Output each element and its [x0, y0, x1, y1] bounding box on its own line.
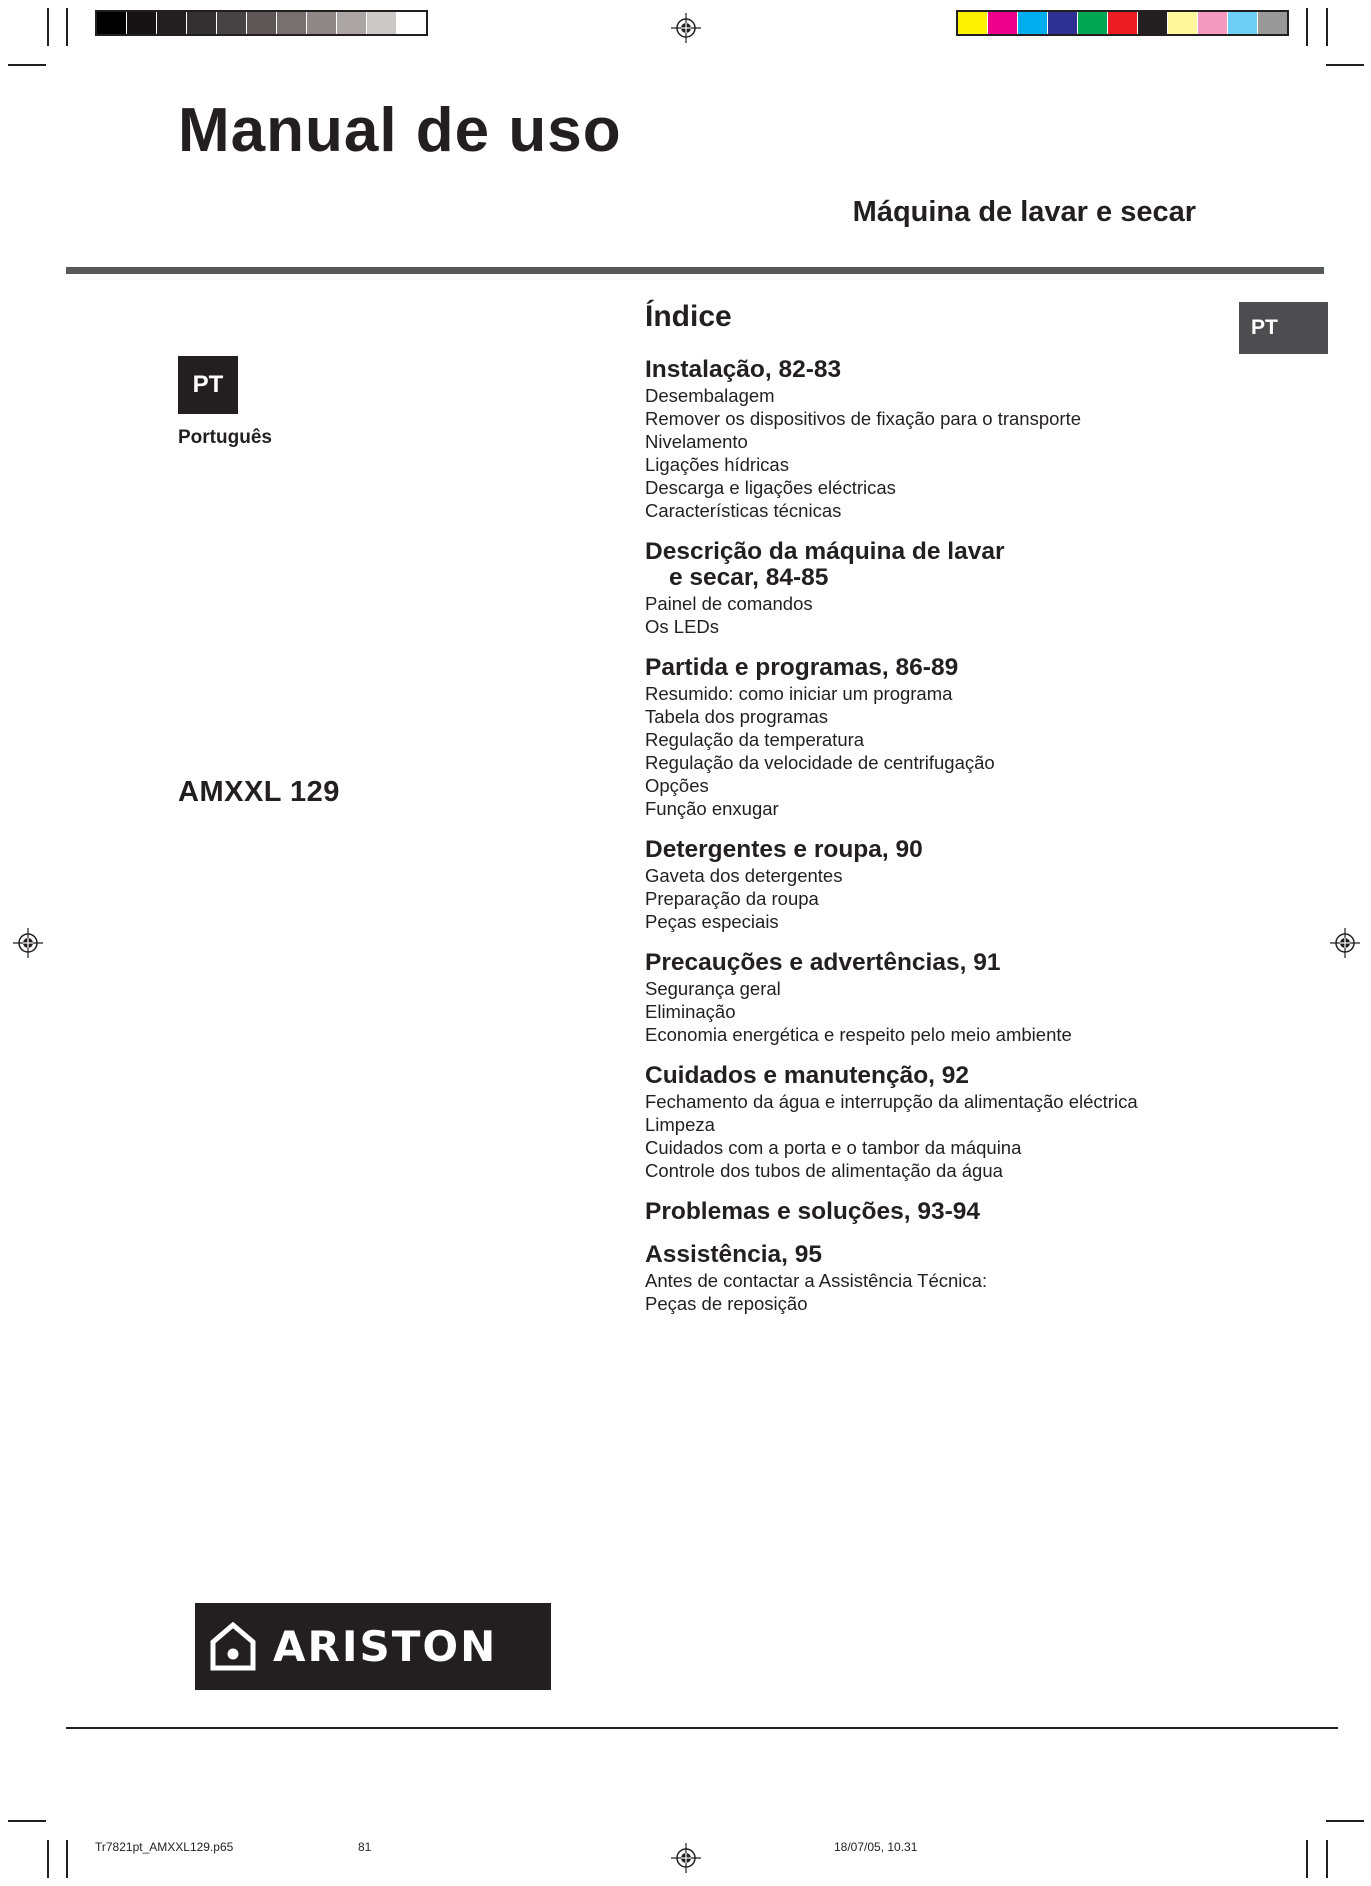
- header-divider: [66, 267, 1324, 274]
- toc-subitem: Economia energética e respeito pelo meio ambiente: [645, 1024, 1072, 1045]
- toc-subitem: Controle dos tubos de alimentação da água: [645, 1160, 1003, 1181]
- toc-section-heading: [645, 1063, 1265, 1089]
- toc-subitem: Opções: [645, 775, 709, 796]
- table-of-contents: [645, 300, 1265, 1332]
- toc-subitem: Peças especiais: [645, 911, 779, 932]
- crop-mark: [1306, 8, 1308, 46]
- registration-mark-icon: [13, 928, 43, 958]
- toc-heading-text: Problemas e soluções, 93-94: [645, 1198, 980, 1225]
- toc-subitem: Cuidados com a porta e o tambor da máquina: [645, 1137, 1022, 1158]
- color-calibration-bar: [956, 10, 1289, 36]
- toc-subitem: Características técnicas: [645, 500, 842, 521]
- toc-subitem: Gaveta dos detergentes: [645, 865, 843, 886]
- color-swatch: [1137, 12, 1167, 34]
- color-swatch: [1197, 12, 1227, 34]
- language-tab: PT: [1239, 302, 1328, 354]
- toc-heading-text: Precauções e advertências, 91: [645, 949, 1001, 976]
- toc-section: [645, 1063, 1265, 1182]
- registration-mark-icon: [671, 1843, 701, 1873]
- color-swatch: [1167, 12, 1197, 34]
- toc-subitem: Segurança geral: [645, 978, 781, 999]
- language-name: Português: [178, 427, 272, 448]
- ariston-logo: [195, 1603, 551, 1690]
- color-swatch: [1017, 12, 1047, 34]
- toc-section: [645, 950, 1265, 1046]
- toc-subitems: [645, 977, 1265, 1046]
- toc-subitem: Antes de contactar a Assistência Técnica:: [645, 1270, 988, 1291]
- color-swatch: [336, 12, 366, 34]
- toc-subitem: Fechamento da água e interrupção da alimentação eléctrica: [645, 1091, 1138, 1112]
- registration-mark-icon: [1330, 928, 1360, 958]
- toc-subitem: Nivelamento: [645, 431, 748, 452]
- toc-section-heading: [645, 1199, 1265, 1225]
- color-swatch: [126, 12, 156, 34]
- toc-subitem: Peças de reposição: [645, 1293, 808, 1314]
- toc-subitem: Regulação da temperatura: [645, 729, 865, 750]
- color-swatch: [246, 12, 276, 34]
- toc-subitem: Resumido: como iniciar um programa: [645, 683, 953, 704]
- toc-subitem: Preparação da roupa: [645, 888, 819, 909]
- toc-section: [645, 1199, 1265, 1225]
- toc-subitem: Tabela dos programas: [645, 706, 829, 727]
- toc-heading-text: Detergentes e roupa, 90: [645, 836, 923, 863]
- crop-mark: [1326, 1820, 1364, 1822]
- toc-heading-continuation: e secar, 84-85: [669, 564, 829, 591]
- color-swatch: [396, 12, 426, 34]
- toc-section: [645, 539, 1265, 638]
- toc-subitem: Ligações hídricas: [645, 454, 789, 475]
- toc-heading-text: Assistência, 95: [645, 1241, 823, 1268]
- color-swatch: [1257, 12, 1287, 34]
- toc-subitems: [645, 1090, 1265, 1182]
- toc-subitems: [645, 682, 1265, 820]
- toc-title: Índice: [645, 300, 732, 333]
- toc-section: [645, 357, 1265, 522]
- toc-section: [645, 837, 1265, 933]
- footer-page-number: 81: [358, 1840, 372, 1854]
- footer-divider: [66, 1727, 1338, 1729]
- toc-section-heading: [645, 950, 1265, 976]
- toc-sections: [645, 357, 1265, 1315]
- registration-mark-icon: [671, 13, 701, 43]
- crop-mark: [1326, 8, 1328, 46]
- brand-name: ARISTON: [273, 1622, 498, 1671]
- color-swatch: [306, 12, 336, 34]
- toc-subitem: Limpeza: [645, 1114, 715, 1135]
- toc-subitem: Eliminação: [645, 1001, 736, 1022]
- toc-heading-text: Cuidados e manutenção, 92: [645, 1062, 970, 1089]
- color-swatch: [958, 12, 987, 34]
- color-swatch: [987, 12, 1017, 34]
- toc-section-heading: [645, 655, 1265, 681]
- color-swatch: [97, 12, 126, 34]
- toc-section-heading: [645, 539, 1265, 591]
- toc-section-heading: [645, 1242, 1265, 1268]
- crop-mark: [1306, 1840, 1308, 1878]
- toc-subitem: Os LEDs: [645, 616, 720, 637]
- toc-heading-text: Instalação, 82-83: [645, 356, 842, 383]
- page-title: Manual de uso: [178, 96, 622, 165]
- toc-section: [645, 655, 1265, 820]
- color-swatch: [216, 12, 246, 34]
- toc-subitem: Painel de comandos: [645, 593, 813, 614]
- color-swatch: [1047, 12, 1077, 34]
- house-logo-icon: [209, 1622, 257, 1672]
- color-swatch: [1107, 12, 1137, 34]
- color-swatch: [1077, 12, 1107, 34]
- toc-subitems: [645, 864, 1265, 933]
- toc-heading-text: Descrição da máquina de lavar: [645, 538, 1005, 565]
- grayscale-calibration-bar: [95, 10, 428, 36]
- crop-mark: [47, 8, 49, 46]
- language-badge: PT: [178, 356, 238, 414]
- toc-subitem: Remover os dispositivos de fixação para o transporte: [645, 408, 1081, 429]
- toc-subitem: Função enxugar: [645, 798, 779, 819]
- crop-mark: [8, 64, 46, 66]
- footer-filename: Tr7821pt_AMXXL129.p65: [95, 1840, 234, 1854]
- color-swatch: [156, 12, 186, 34]
- crop-mark: [1326, 1840, 1328, 1878]
- footer-datetime: 18/07/05, 10.31: [834, 1840, 918, 1854]
- toc-section-heading: [645, 837, 1265, 863]
- crop-mark: [47, 1840, 49, 1878]
- crop-mark: [8, 1820, 46, 1822]
- toc-section: [645, 1242, 1265, 1315]
- crop-mark: [1326, 64, 1364, 66]
- toc-subitems: [645, 384, 1265, 522]
- toc-subitem: Regulação da velocidade de centrifugação: [645, 752, 995, 773]
- toc-subitems: [645, 592, 1265, 638]
- color-swatch: [186, 12, 216, 34]
- page-subtitle: Máquina de lavar e secar: [852, 196, 1196, 228]
- model-number: AMXXL 129: [178, 776, 340, 808]
- toc-subitems: [645, 1269, 1265, 1315]
- crop-mark: [66, 8, 68, 46]
- toc-section-heading: [645, 357, 1265, 383]
- toc-subitem: Descarga e ligações eléctricas: [645, 477, 896, 498]
- toc-subitem: Desembalagem: [645, 385, 775, 406]
- toc-heading-text: Partida e programas, 86-89: [645, 654, 959, 681]
- color-swatch: [366, 12, 396, 34]
- color-swatch: [1227, 12, 1257, 34]
- crop-mark: [66, 1840, 68, 1878]
- color-swatch: [276, 12, 306, 34]
